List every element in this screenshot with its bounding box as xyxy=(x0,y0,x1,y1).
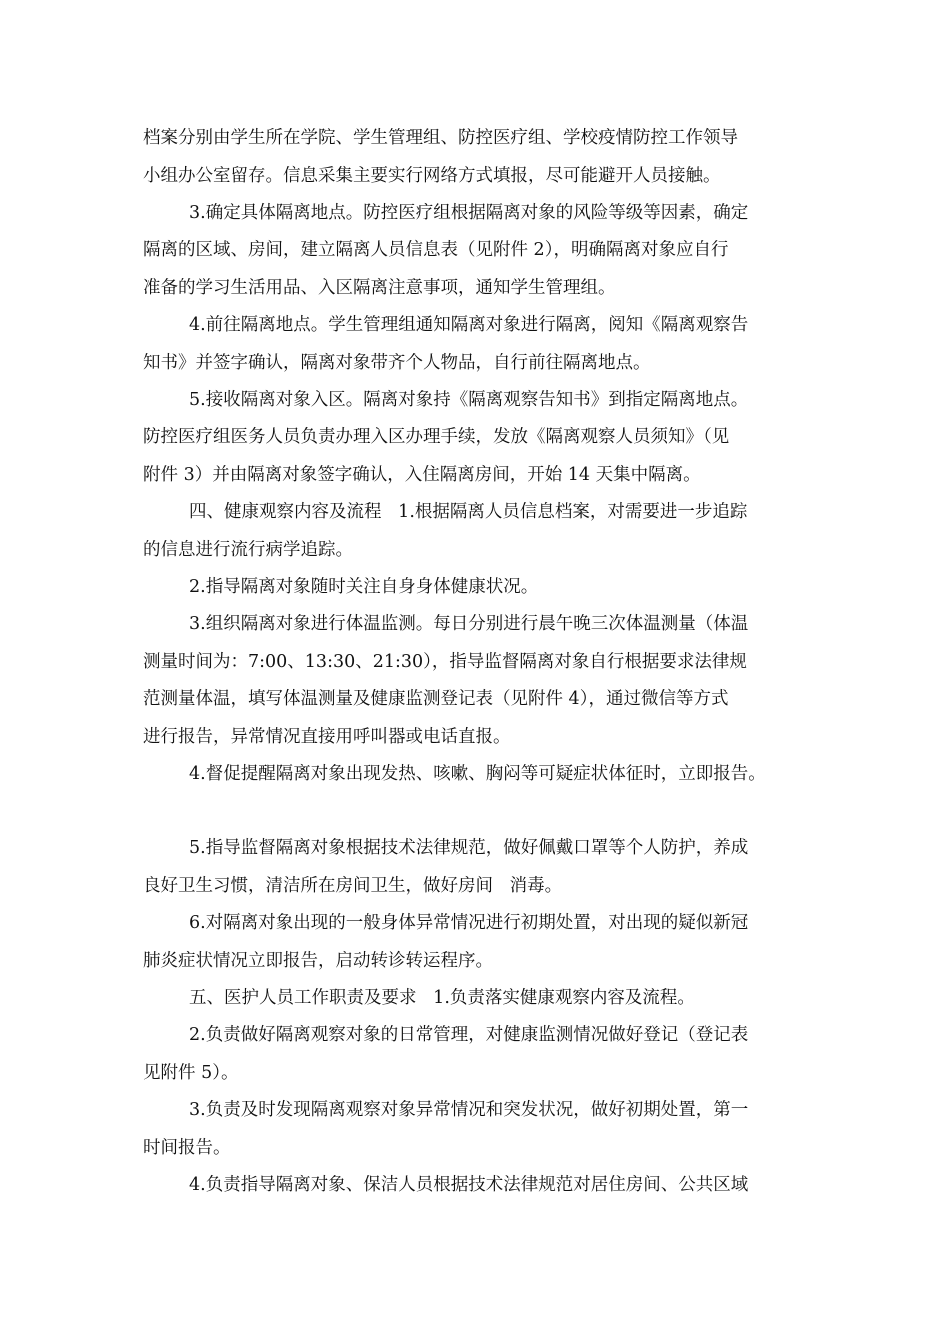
text-line: 五、医护人员工作职责及要求 1.负责落实健康观察内容及流程。 xyxy=(189,988,695,1008)
text-line: 4.负责指导隔离对象、保洁人员根据技术法律规范对居住房间、公共区域 xyxy=(189,1175,749,1195)
text-line: 5.接收隔离对象入区。隔离对象持《隔离观察告知书》到指定隔离地点。 xyxy=(189,390,749,410)
text-line: 2.负责做好隔离观察对象的日常管理，对健康监测情况做好登记（登记表 xyxy=(189,1025,749,1045)
text-line: 准备的学习生活用品、入区隔离注意事项，通知学生管理组。 xyxy=(143,278,616,298)
text-line: 档案分别由学生所在学院、学生管理组、防控医疗组、学校疫情防控工作领导 xyxy=(143,128,738,148)
text-line: 3.组织隔离对象进行体温监测。每日分别进行晨午晚三次体温测量（体温 xyxy=(189,614,749,634)
text-line: 4.督促提醒隔离对象出现发热、咳嗽、胸闷等可疑症状体征时，立即报告。 xyxy=(189,764,766,784)
text-line: 见附件 5）。 xyxy=(143,1063,239,1083)
text-line: 范测量体温，填写体温测量及健康监测登记表（见附件 4），通过微信等方式 xyxy=(143,689,729,709)
text-line: 3.确定具体隔离地点。防控医疗组根据隔离对象的风险等级等因素，确定 xyxy=(189,203,749,223)
text-line: 知书》并签字确认，隔离对象带齐个人物品，自行前往隔离地点。 xyxy=(143,353,651,373)
text-line: 6.对隔离对象出现的一般身体异常情况进行初期处置，对出现的疑似新冠 xyxy=(189,913,749,933)
text-line: 2.指导隔离对象随时关注自身身体健康状况。 xyxy=(189,577,539,597)
text-line: 防控医疗组医务人员负责办理入区办理手续，发放《隔离观察人员须知》（见 xyxy=(143,427,730,447)
text-line: 4.前往隔离地点。学生管理组通知隔离对象进行隔离，阅知《隔离观察告 xyxy=(189,315,749,335)
text-line: 小组办公室留存。信息采集主要实行网络方式填报，尽可能避开人员接触。 xyxy=(143,166,721,186)
text-line: 肺炎症状情况立即报告，启动转诊转运程序。 xyxy=(143,951,493,971)
text-line: 测量时间为：7:00、13:30、21:30），指导监督隔离对象自行根据要求法律规 xyxy=(143,652,747,672)
text-line: 的信息进行流行病学追踪。 xyxy=(143,540,353,560)
text-line: 时间报告。 xyxy=(143,1138,231,1158)
text-line: 附件 3）并由隔离对象签字确认，入住隔离房间，开始 14 天集中隔离。 xyxy=(143,465,701,485)
text-line: 3.负责及时发现隔离观察对象异常情况和突发状况，做好初期处置，第一 xyxy=(189,1100,749,1120)
text-line: 良好卫生习惯，清洁所在房间卫生，做好房间 消毒。 xyxy=(143,876,563,896)
text-line: 5.指导监督隔离对象根据技术法律规范，做好佩戴口罩等个人防护，养成 xyxy=(189,838,749,858)
text-line: 四、健康观察内容及流程 1.根据隔离人员信息档案，对需要进一步追踪 xyxy=(189,502,748,522)
text-line: 进行报告，异常情况直接用呼叫器或电话直报。 xyxy=(143,727,511,747)
text-line: 隔离的区域、房间，建立隔离人员信息表（见附件 2），明确隔离对象应自行 xyxy=(143,240,729,260)
